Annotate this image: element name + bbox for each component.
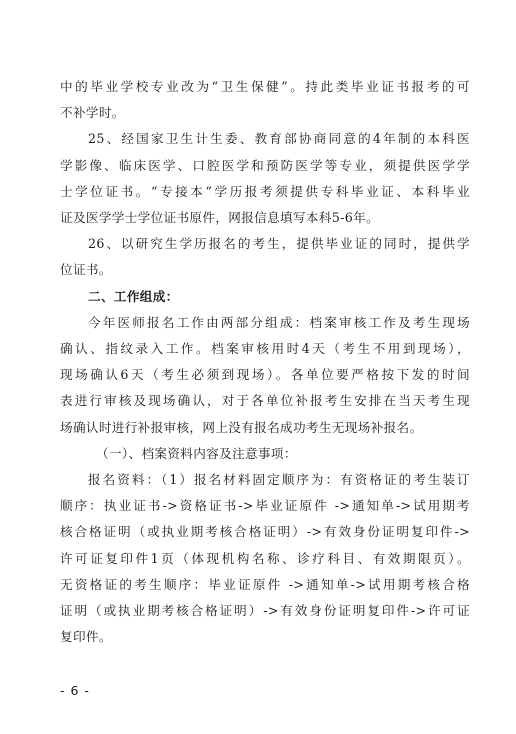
- text-line: 中的毕业学校专业改为“卫生保健”。持此类毕业证书报考的可: [60, 79, 470, 94]
- text-line: 现场确认6天（考生必须到现场）。各单位要严格按下发的时间: [60, 367, 470, 383]
- text-line: 士学位证书。“专接本”学历报考须提供专科毕业证、本科毕业: [60, 183, 470, 199]
- text-line: 25、经国家卫生计生委、教育部协商同意的4年制的本科医: [88, 131, 470, 147]
- text-line: 证明（或执业期考核合格证明）->有效身份证明复印件->许可证: [60, 603, 470, 619]
- text-line: 证及医学学士学位证书原件，网报信息填写本科5-6年。: [60, 210, 380, 226]
- body-text: [60, 74, 470, 650]
- section-heading: 二、工作组成：: [88, 288, 179, 304]
- text-line: 表进行审核及现场确认，对于各单位补报考生安排在当天考生现: [60, 393, 470, 409]
- subsection-heading: （一）、档案资料内容及注意事项：: [96, 445, 297, 461]
- text-line: 确认、指纹录入工作。档案审核用时4天（考生不用到现场），: [60, 341, 470, 357]
- text-line: 场确认时进行补报审核，网上没有报名成功考生无现场补报名。: [60, 419, 423, 435]
- text-line: 学影像、临床医学、口腔医学和预防医学等专业，须提供医学学: [60, 157, 470, 173]
- text-line: 不补学时。: [60, 105, 125, 121]
- page-number: - 6 -: [60, 683, 90, 698]
- text-line: 报名资料：（1）报名材料固定顺序为：有资格证的考生装订: [88, 472, 470, 488]
- text-line: 核合格证明（或执业期考核合格证明）->有效身份证明复印件->: [60, 524, 470, 540]
- text-line: 今年医师报名工作由两部分组成：档案审核工作及考生现场: [88, 314, 470, 330]
- text-line: 许可证复印件1页（体现机构名称、诊疗科目、有效期限页）。: [60, 550, 470, 566]
- text-line: 复印件。: [60, 629, 112, 645]
- text-line: 无资格证的考生顺序：毕业证原件 ->通知单->试用期考核合格: [60, 576, 470, 592]
- text-line: 26、以研究生学历报名的考生，提供毕业证的同时，提供学: [88, 236, 470, 252]
- text-line: 顺序：执业证书->资格证书->毕业证原件 ->通知单->试用期考: [60, 498, 470, 514]
- text-line: 位证书。: [60, 262, 112, 278]
